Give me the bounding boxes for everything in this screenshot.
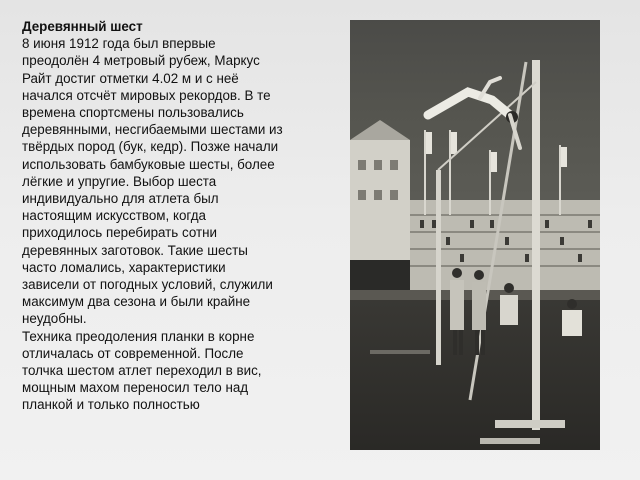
article-text: [22, 18, 284, 480]
right-upright: [532, 60, 540, 430]
article-paragraph: Техника преодоления планки в корне отличалась от современной. После толчка шестом атлет переходил в вис, мощным махом переносил тело над планкой и только полностью: [22, 328, 262, 413]
left-upright: [436, 170, 441, 365]
vault-box: [495, 420, 565, 428]
article-title: Деревянный шест: [22, 19, 143, 34]
article-paragraph: 8 июня 1912 года был впервые преодолён 4 метровый рубеж, Маркус Райт достиг отметки 4.02 м и с неё начался отсчёт мировых рекордов. В те времена спортсмены пользовались деревянными, несгибаемыми шестами из твёрдых пород (бук, кедр). Позже начали использовать бамбуковые шесты, более лёгкие и упругие. Выбор шеста индивидуально для атлета был настоящим искусством, когда приходилось перебирать сотни деревянных заготовок. Такие шесты часто ломались, характеристики зависели от погодных условий, служили максимум два сезона и были крайне неудобны.: [22, 36, 283, 327]
pole-vault-photo: [350, 20, 600, 450]
